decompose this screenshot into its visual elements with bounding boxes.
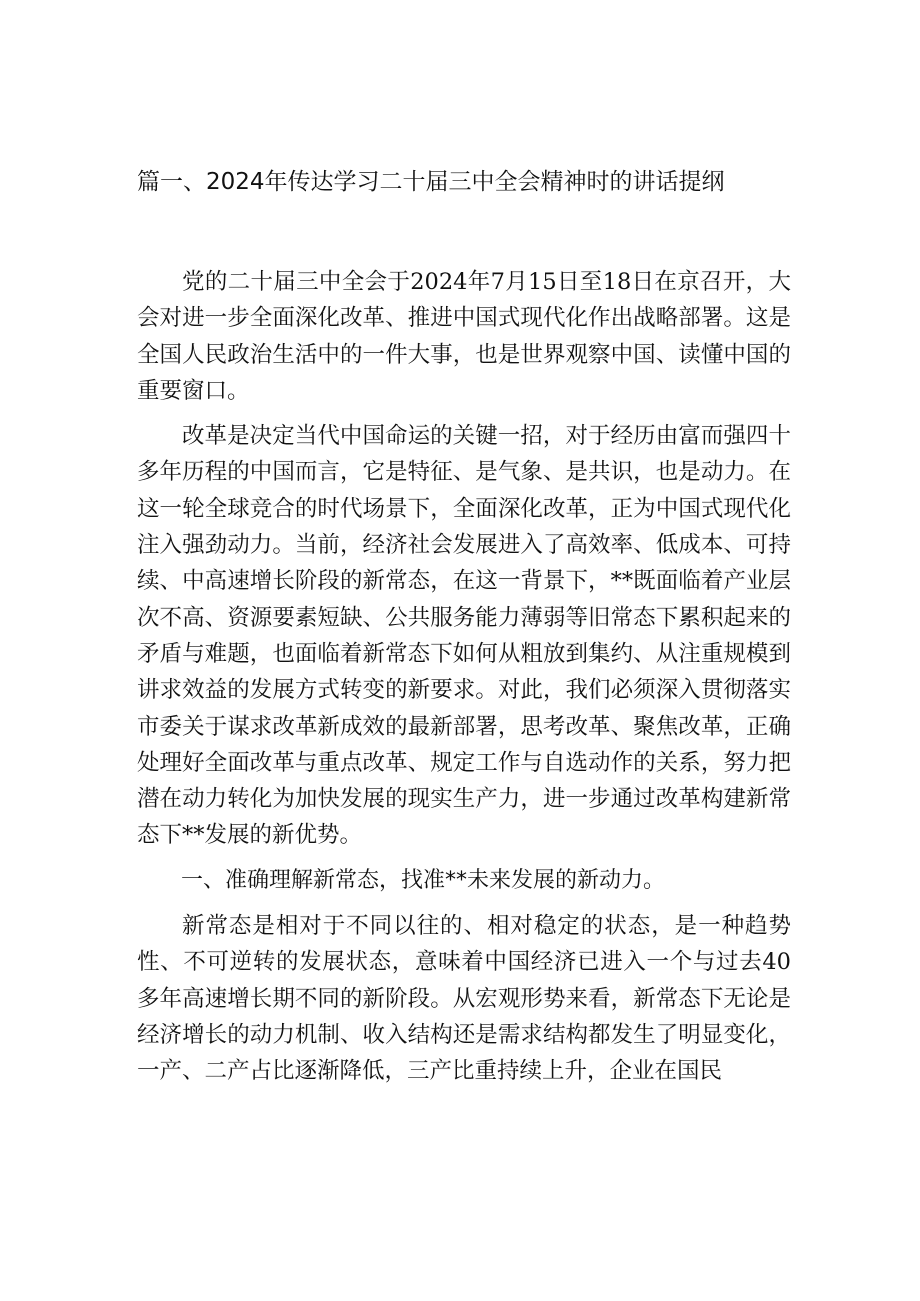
document-body [137, 264, 791, 1099]
section-heading-1: 一、准确理解新常态，找准**未来发展的新动力。 [181, 867, 666, 893]
paragraph-intro: 党的二十届三中全会于2024年7月15日至18日在京召开，大会对进一步全面深化改革、推进中国式现代化作出战略部署。这是全国人民政治生活中的一件大事，也是世界观察中国、读懂中国的重要窗口。 [137, 269, 791, 404]
document-title: 篇一、2024年传达学习二十届三中全会精神时的讲话提纲 [137, 169, 725, 195]
paragraph-reform: 改革是决定当代中国命运的关键一招，对于经历由富而强四十多年历程的中国而言，它是特征、是气象、是共识，也是动力。在这一轮全球竞合的时代场景下，全面深化改革，正为中国式现代化注入强劲动力。当前，经济社会发展进入了高效率、低成本、可持续、中高速增长阶段的新常态，在这一背景下，**既面临着产业层次不高、资源要素短缺、公共服务能力薄弱等旧常态下累积起来的矛盾与难题，也面临着新常态下如何从粗放到集约、从注重规模到讲求效益的发展方式转变的新要求。对此，我们必须深入贯彻落实市委关于谋求改革新成效的最新部署，思考改革、聚焦改革，正确处理好全面改革与重点改革、规定工作与自选动作的关系，努力把潜在动力转化为加快发展的现实生产力，进一步通过改革构建新常态下**发展的新优势。 [137, 423, 791, 849]
paragraph-new-normal: 新常态是相对于不同以往的、相对稳定的状态，是一种趋势性、不可逆转的发展状态，意味着中国经济已进入一个与过去40多年高速增长期不同的新阶段。从宏观形势来看，新常态下无论是经济增长的动力机制、收入结构还是需求结构都发生了明显变化，一产、二产占比逐渐降低，三产比重持续上升，企业在国民 [137, 913, 791, 1085]
